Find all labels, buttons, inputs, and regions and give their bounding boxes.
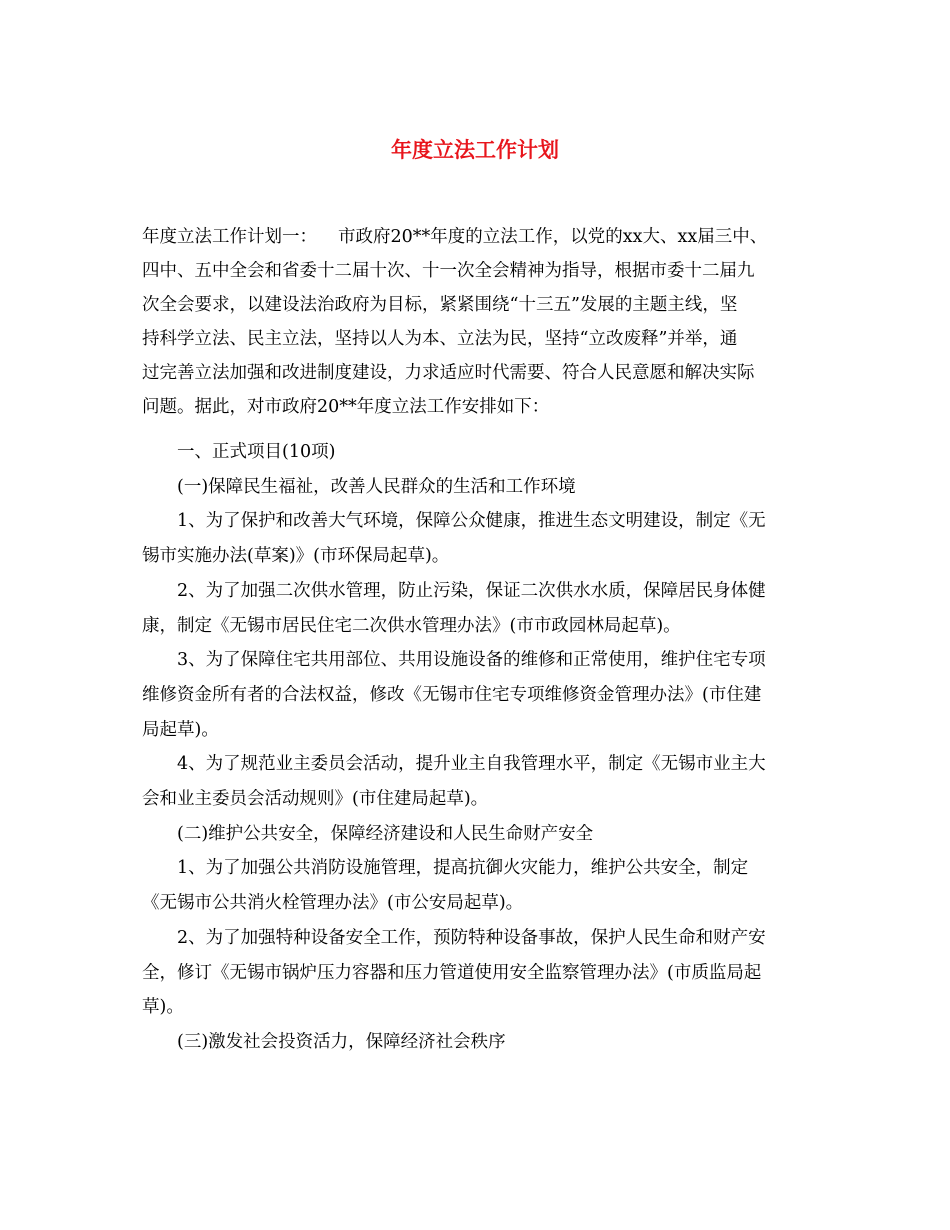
paragraph-line: 维修资金所有者的合法权益，修改《无锡市住宅专项维修资金管理办法》(市住建 — [142, 684, 762, 705]
intro-line — [142, 220, 812, 254]
intro-line: 过完善立法加强和改进制度建设，力求适应时代需要、符合人民意愿和解决实际 — [142, 363, 755, 383]
paragraph-line: 局起草)。 — [142, 719, 219, 740]
document-body — [142, 435, 812, 1060]
document-title: 年度立法工作计划 — [391, 137, 559, 162]
body-paragraph — [142, 643, 812, 747]
body-paragraph — [142, 747, 812, 816]
intro-line: 次全会要求，以建设法治政府为目标，紧紧围绕“十三五”发展的主题主线，坚 — [142, 295, 738, 315]
body-paragraph — [142, 470, 812, 505]
paragraph-line: 一、正式项目(10项) — [177, 442, 336, 462]
paragraph-line: 康，制定《无锡市居民住宅二次供水管理办法》(市市政园林局起草)。 — [142, 615, 681, 636]
paragraph-line: (一)保障民生福祉，改善人民群众的生活和工作环境 — [177, 476, 576, 497]
paragraph-line: 《无锡市公共消火栓管理办法》(市公安局起草)。 — [142, 893, 524, 914]
intro-line-text: 市政府20**年度的立法工作，以党的xx大、xx届三中、 — [338, 227, 768, 247]
body-paragraph — [142, 435, 812, 470]
body-paragraph — [142, 817, 812, 852]
intro-paragraph — [142, 220, 812, 424]
paragraph-line: 2、为了加强二次供水管理，防止污染，保证二次供水水质，保障居民身体健 — [177, 580, 766, 601]
intro-line: 持科学立法、民主立法，坚持以人为本、立法为民，坚持“立改废释”并举，通 — [142, 329, 738, 349]
paragraph-line: 3、为了保障住宅共用部位、共用设施设备的维修和正常使用，维护住宅专项 — [177, 650, 766, 671]
body-paragraph — [142, 921, 812, 1025]
body-paragraph — [142, 574, 812, 643]
body-paragraph — [142, 504, 812, 573]
intro-line: 四中、五中全会和省委十二届十次、十一次全会精神为指导，根据市委十二届九 — [142, 261, 755, 281]
paragraph-line: 4、为了规范业主委员会活动，提升业主自我管理水平，制定《无锡市业主大 — [177, 754, 766, 775]
body-paragraph — [142, 1025, 812, 1060]
paragraph-line: 1、为了保护和改善大气环境，保障公众健康，推进生态文明建设，制定《无 — [177, 511, 766, 532]
paragraph-line: 锡市实施办法(草案)》(市环保局起草)。 — [142, 546, 450, 567]
paragraph-line: 全，修订《无锡市锅炉压力容器和压力管道使用安全监察管理办法》(市质监局起 — [142, 962, 762, 983]
paragraph-line: (三)激发社会投资活力，保障经济社会秩序 — [177, 1031, 506, 1052]
paragraph-line: 草)。 — [142, 997, 184, 1018]
paragraph-line: (二)维护公共安全，保障经济建设和人民生命财产安全 — [177, 823, 594, 844]
intro-lead: 年度立法工作计划一： — [142, 227, 317, 247]
paragraph-line: 1、为了加强公共消防设施管理，提高抗御火灾能力，维护公共安全，制定 — [177, 858, 749, 879]
paragraph-line: 2、为了加强特种设备安全工作，预防特种设备事故，保护人民生命和财产安 — [177, 927, 766, 948]
paragraph-line: 会和业主委员会活动规则》(市住建局起草)。 — [142, 789, 489, 810]
body-paragraph — [142, 851, 812, 920]
intro-line: 问题。据此，对市政府20**年度立法工作安排如下： — [142, 397, 550, 417]
